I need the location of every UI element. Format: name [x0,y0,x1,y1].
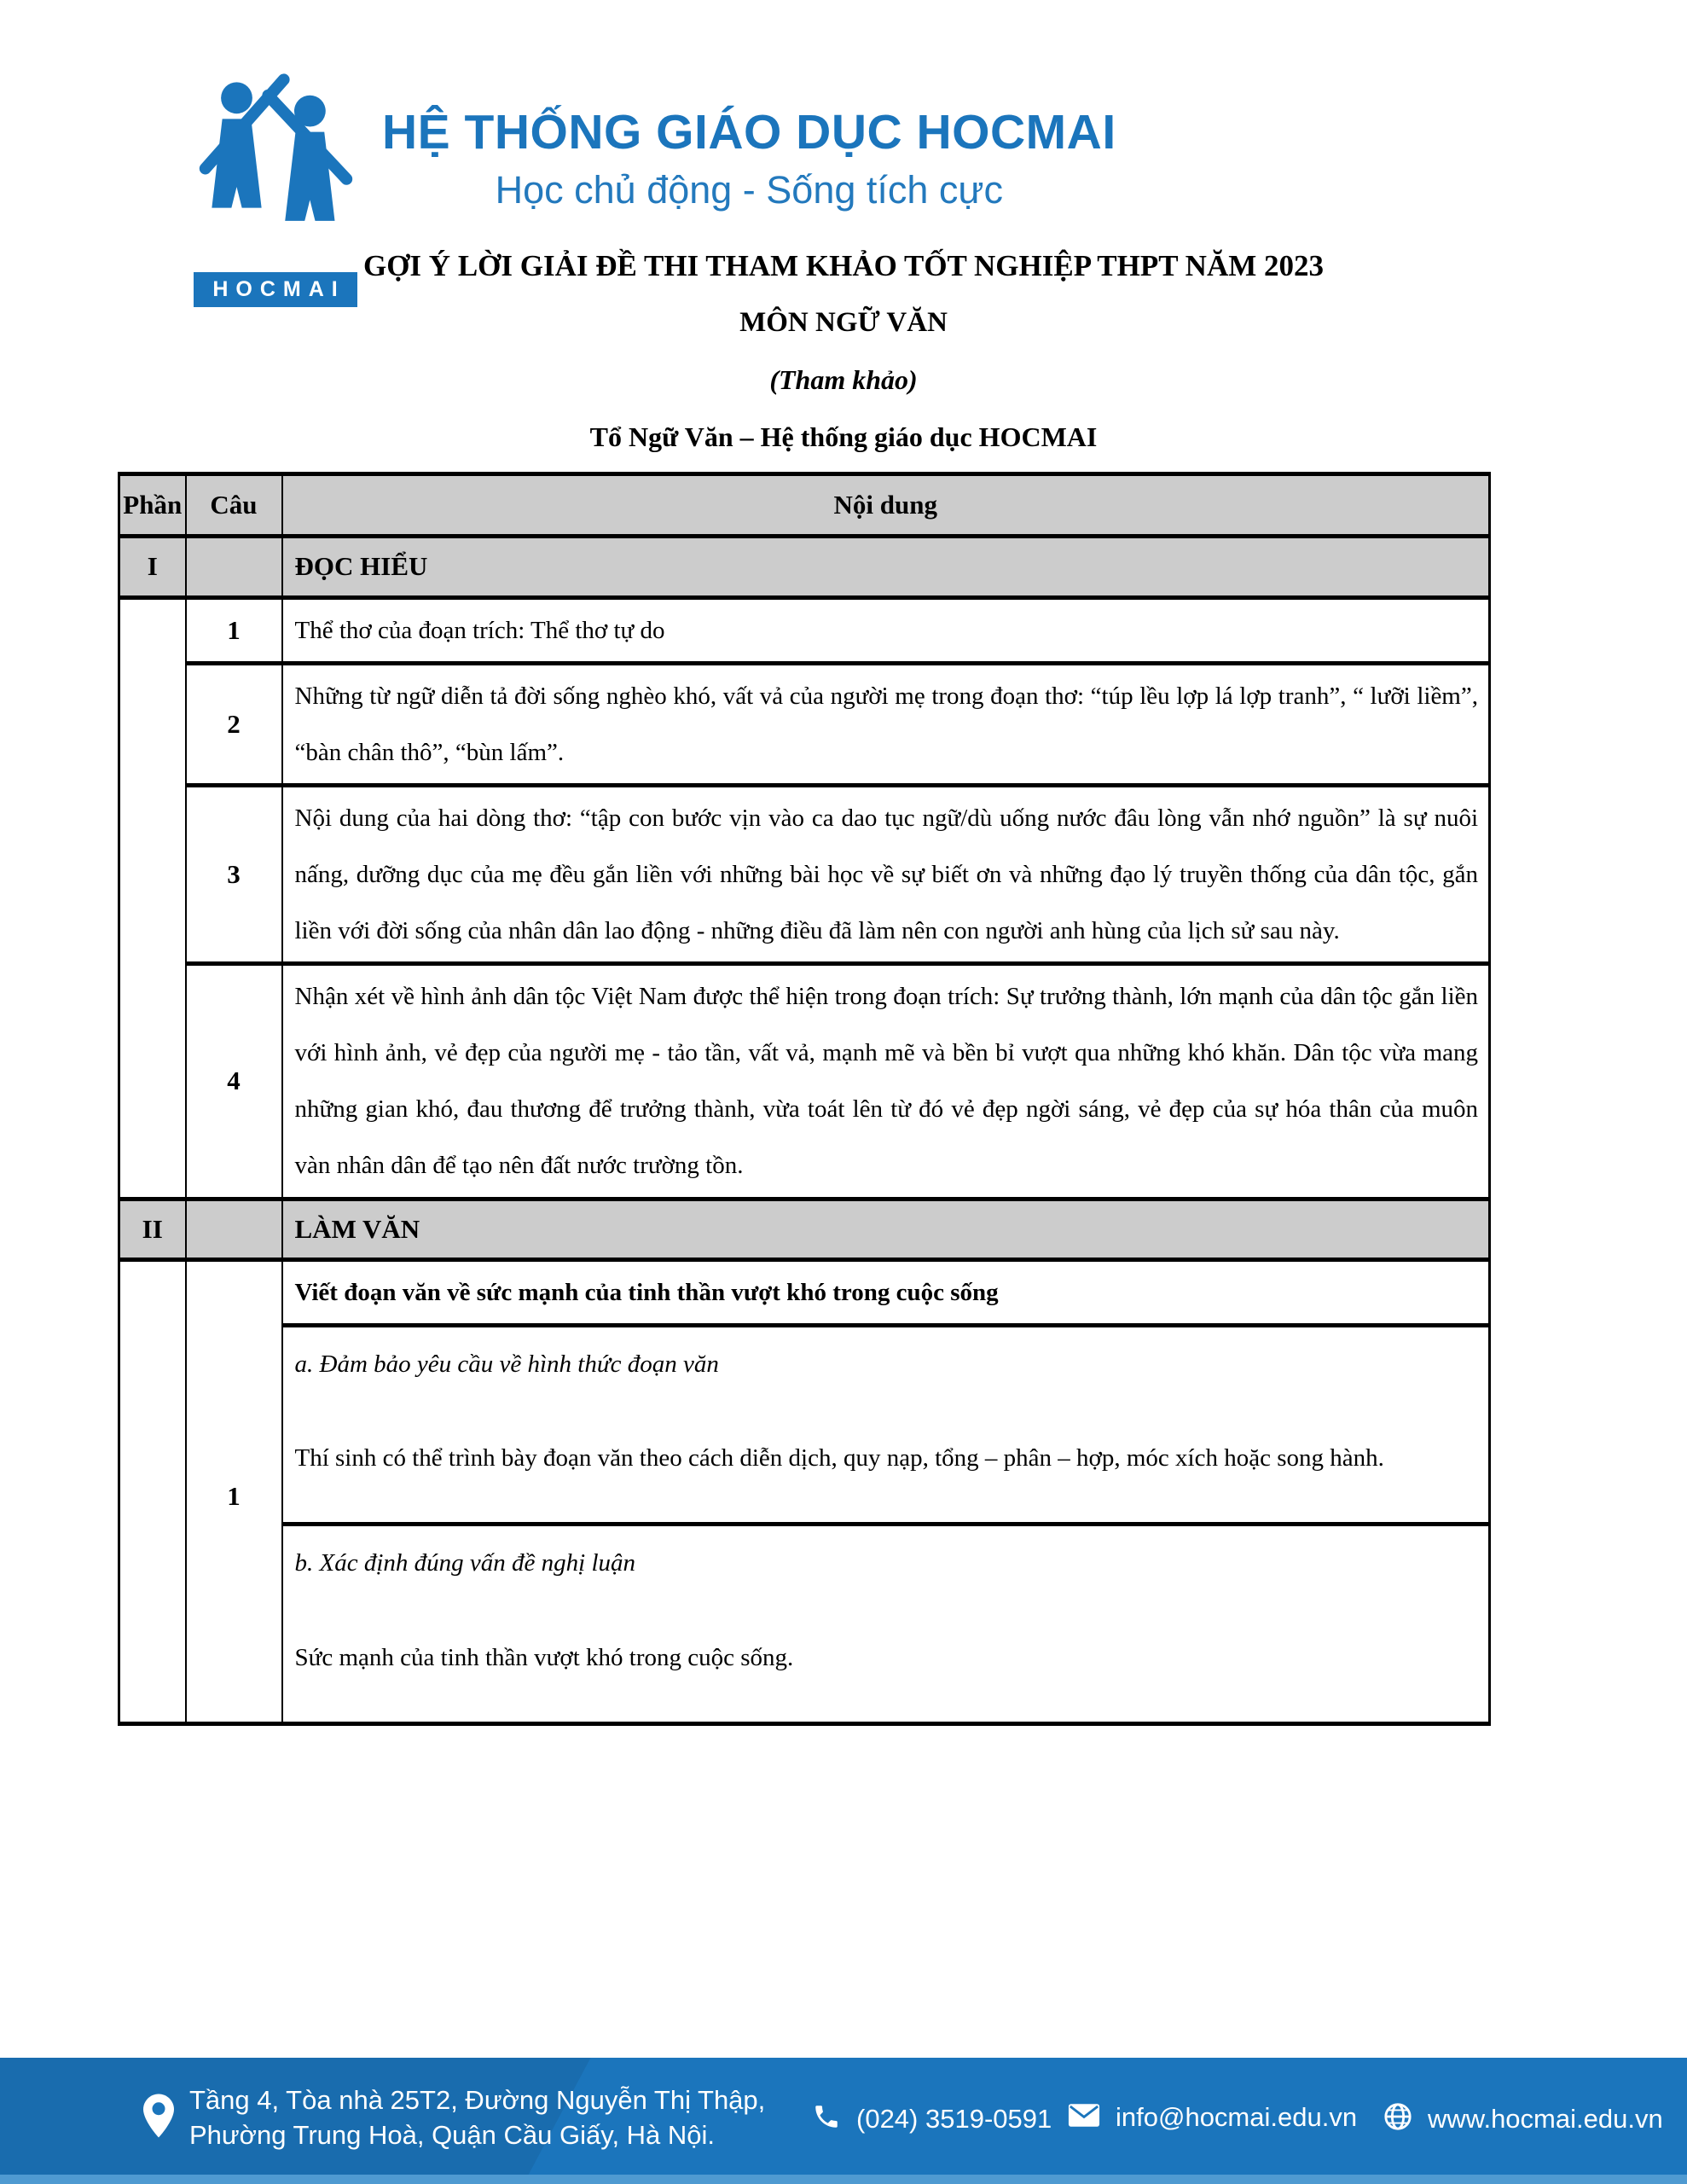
answer-text: Thể thơ của đoạn trích: Thể thơ tự do [282,597,1490,663]
hocmai-logo-figures-icon [197,67,355,267]
footer-email: info@hocmai.edu.vn [1116,2102,1358,2132]
answer-text: Nhận xét về hình ảnh dân tộc Việt Nam được thể hiện trong đoạn trích: Sự trưởng thành, lớn mạnh của dân tộc gắn liền với hình ảnh, vẻ đẹp của người mẹ - tảo tần, vất vả, mạnh mẽ và bền bỉ vượt qua những khó khăn. Dân tộc vừa mang những gian khó, đau thương để trưởng thành, vừa toát lên từ đó vẻ đẹp ngời sáng, vẻ đẹp của sự hóa thân của muôn vàn nhân dân để tạo nên đất nước trường tồn. [282,964,1490,1199]
brand-name: HỆ THỐNG GIÁO DỤC HOCMAI [382,105,1116,160]
email-icon [1068,2103,1100,2132]
section-label: I [119,537,186,598]
footer-bar [0,2058,1687,2184]
globe-icon [1383,2102,1412,2135]
cau-number: 1 [186,597,282,663]
footer-address-line2: Phường Trung Hoà, Quận Cầu Giấy, Hà Nội. [189,2119,716,2150]
header-cau: Câu [186,474,282,537]
criterion-b-body: Sức mạnh của tinh thần vượt khó trong cuộc sống. [294,1643,794,1671]
criterion-a-body: Thí sinh có thể trình bày đoạn văn theo cách diễn dịch, quy nạp, tổng – phân – hợp, móc xích hoặc song hành. [294,1444,1384,1472]
cau-number: 3 [186,785,282,963]
table-row [119,964,1490,1199]
phone-icon [812,2102,841,2135]
criterion-a-heading: a. Đảm bảo yêu cầu về hình thức đoạn văn [294,1350,719,1379]
table-row [119,1525,1490,1723]
question-title: Viết đoạn văn về sức mạnh của tinh thần vượt khó trong cuộc sống [282,1260,1490,1326]
section-row-doc-hieu [119,537,1490,598]
table-row [119,785,1490,963]
table-row [119,1260,1490,1326]
brand-tagline: Học chủ động - Sống tích cực [495,167,1004,212]
section-row-lam-van [119,1199,1490,1260]
table-row [119,597,1490,663]
section-title: ĐỌC HIỂU [282,537,1490,598]
footer-address [189,2083,765,2153]
table-row [119,663,1490,785]
cau-number: 2 [186,663,282,785]
answer-text: Nội dung của hai dòng thơ: “tập con bước vịn vào ca dao tục ngữ/dù uống nước đâu lòng vẫn nhớ nguồn” là sự nuôi nấng, dưỡng dục của mẹ đều gắn liền với những bài học về sự biết ơn và những đạo lý truyền thống của dân tộc, gắn liền với đời sống của nhân dân lao động - những điều đã làm nên con người anh hùng của lịch sử sau này. [282,785,1490,963]
document-titles [0,249,1687,453]
document-title: GỢI Ý LỜI GIẢI ĐỀ THI THAM KHẢO TỐT NGHIỆP THPT NĂM 2023 [362,249,1325,282]
answer-table [118,472,1491,1726]
section-title: LÀM VĂN [282,1199,1490,1260]
footer-phone: (024) 3519-0591 [856,2103,1052,2134]
author-line: Tổ Ngữ Văn – Hệ thống giáo dục HOCMAI [589,421,1098,452]
table-row [119,1326,1490,1525]
table-header-row [119,474,1490,537]
subject-title: MÔN NGỮ VĂN [739,307,948,338]
header-phan: Phần [119,474,186,537]
location-pin-icon [143,2094,174,2142]
reference-note: (Tham khảo) [769,364,918,395]
header-noidung: Nội dung [282,474,1490,537]
section-label: II [119,1199,186,1260]
footer-address-line1: Tầng 4, Tòa nhà 25T2, Đường Nguyễn Thị Thập, [189,2085,766,2115]
cau-number: 4 [186,964,282,1199]
cau-number: 1 [186,1260,282,1724]
answer-text: Những từ ngữ diễn tả đời sống nghèo khó, vất vả của người mẹ trong đoạn thơ: “túp lều lợp lá lợp tranh”, “ lưỡi liềm”, “bàn chân thô”, “bùn lấm”. [282,663,1490,785]
footer-website: www.hocmai.edu.vn [1428,2103,1663,2134]
footer-bottom-strip [0,2175,1687,2184]
hocmai-logo-wordmark: HOCMAI [194,272,357,307]
criterion-b-heading: b. Xác định đúng vấn đề nghị luận [294,1549,636,1577]
